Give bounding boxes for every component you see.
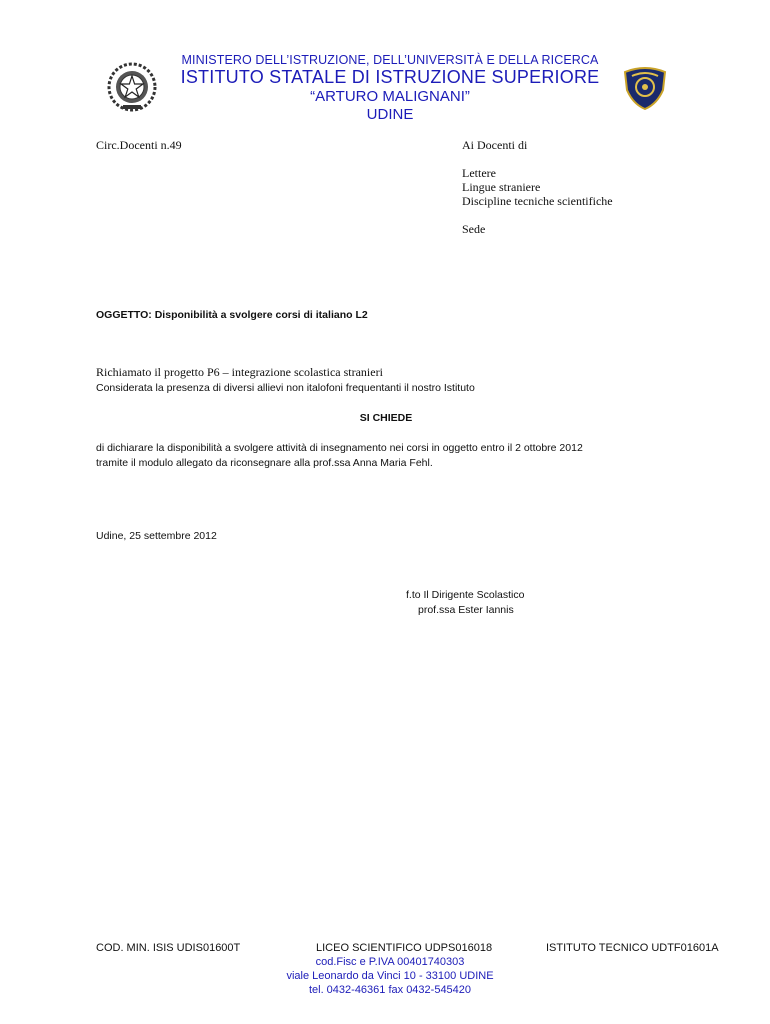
footer-tecnico: ISTITUTO TECNICO UDTF01601A	[546, 942, 719, 954]
subject-line: OGGETTO: Disponibilità a svolgere corsi di italiano L2	[96, 309, 368, 321]
institute-city: UDINE	[366, 106, 414, 123]
request-text-line: di dichiarare la disponibilità a svolgere attività di insegnamento nei corsi in oggetto entro il 2 ottobre 2012	[96, 442, 583, 454]
signature-name: prof.ssa Ester Iannis	[418, 604, 514, 616]
recipients-place: Sede	[462, 222, 486, 236]
footer-liceo: LICEO SCIENTIFICO UDPS016018	[316, 942, 493, 954]
body-premise-2: Considerata la presenza di diversi allievi non italofoni frequentanti il nostro Istituto	[96, 382, 475, 394]
circular-number: Circ.Docenti n.49	[96, 138, 182, 152]
recipient-subject: Lettere	[462, 166, 496, 180]
ministry-title: MINISTERO DELL’ISTRUZIONE, DELL’UNIVERSITÀ E DELLA RICERCA	[181, 53, 599, 67]
institute-title: ISTITUTO STATALE DI ISTRUZIONE SUPERIORE	[180, 67, 600, 87]
body-premise-1: Richiamato il progetto P6 – integrazione scolastica stranieri	[96, 365, 383, 379]
footer-cod-min: COD. MIN. ISIS UDIS01600T	[96, 942, 241, 954]
institute-name: “ARTURO MALIGNANI”	[310, 88, 470, 105]
request-text-line: tramite il modulo allegato da riconsegnare alla prof.ssa Anna Maria Fehl.	[96, 457, 433, 469]
recipients-heading: Ai Docenti di	[462, 138, 528, 152]
request-text	[96, 441, 682, 471]
recipients-block	[462, 138, 613, 236]
footer-phone: tel. 0432-46361 fax 0432-545420	[308, 984, 472, 996]
footer-address: viale Leonardo da Vinci 10 - 33100 UDINE	[286, 970, 494, 982]
footer-fiscal: cod.Fisc e P.IVA 00401740303	[315, 956, 465, 968]
recipient-subject: Lingue straniere	[462, 180, 541, 194]
request-heading: SI CHIEDE	[359, 412, 413, 424]
signature-title: f.to Il Dirigente Scolastico	[406, 589, 525, 601]
recipient-subject: Discipline tecniche scientifiche	[462, 194, 613, 208]
date-line: Udine, 25 settembre 2012	[96, 530, 217, 542]
